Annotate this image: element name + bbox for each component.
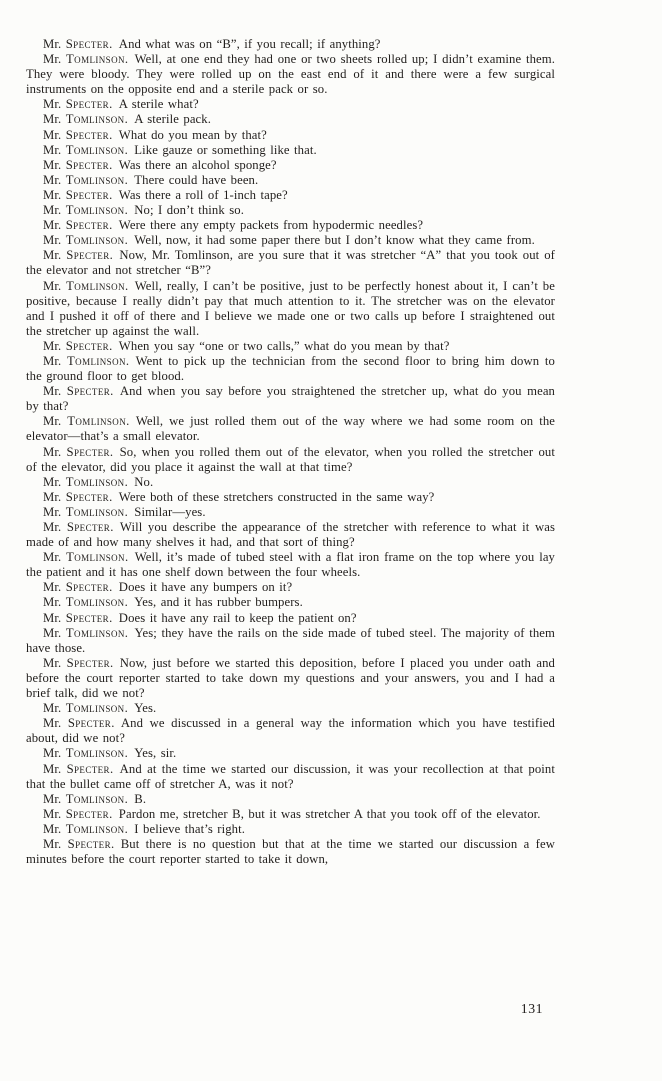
speaker-prefix: Mr. <box>43 338 66 353</box>
speaker-prefix: Mr. <box>43 625 66 640</box>
speaker-name: Mr. Tomlinson. <box>43 504 128 519</box>
speaker-name: Mr. Tomlinson. <box>43 203 128 218</box>
speaker-prefix: Mr. <box>43 761 67 776</box>
utterance-text: No; I don’t think so. <box>127 203 244 218</box>
transcript-paragraph <box>26 233 555 248</box>
speaker-surname: Specter <box>66 384 111 399</box>
speaker-surname: Tomlinson <box>65 474 125 489</box>
speaker-surname: Specter <box>65 187 110 202</box>
speaker-surname: Tomlinson <box>65 701 125 716</box>
speaker-surname: Tomlinson <box>65 791 125 806</box>
transcript-paragraph <box>26 550 555 580</box>
transcript-paragraph <box>26 218 555 233</box>
utterance-text: Yes, sir. <box>127 746 177 761</box>
utterance-text: Yes. <box>127 701 157 716</box>
speaker-name: Mr. Tomlinson. <box>43 112 128 127</box>
speaker-prefix: Mr. <box>43 203 66 218</box>
speaker-name: Mr. Specter. <box>43 37 113 51</box>
speaker-name: Mr. Tomlinson. <box>43 414 130 429</box>
speaker-surname: Tomlinson <box>66 278 125 293</box>
transcript-paragraph <box>26 822 555 837</box>
utterance-text: Well, we just rolled them out of the way where we had some room on the elevator—that’s a small elevator. <box>26 414 555 444</box>
transcript-paragraph <box>26 188 555 203</box>
speaker-surname: Tomlinson <box>65 746 125 761</box>
speaker-surname: Specter <box>66 655 111 670</box>
speaker-prefix: Mr. <box>43 52 67 67</box>
utterance-text: Yes, and it has rubber bumpers. <box>127 595 303 610</box>
speaker-surname: Tomlinson <box>65 142 125 157</box>
transcript-paragraph <box>26 490 555 505</box>
transcript-paragraph <box>26 716 555 746</box>
transcript-paragraph <box>26 384 555 414</box>
speaker-prefix: Mr. <box>43 806 66 821</box>
transcript-paragraph <box>26 112 555 127</box>
speaker-name: Mr. Specter. <box>43 610 113 625</box>
transcript-paragraph <box>26 445 555 475</box>
speaker-name: Mr. Specter. <box>43 655 114 670</box>
transcript-paragraph <box>26 626 555 656</box>
utterance-text: And what was on “B”, if you recall; if anything? <box>112 37 381 51</box>
transcript-paragraph <box>26 505 555 520</box>
utterance-text: Well, now, it had some paper there but I don’t know what they came from. <box>127 233 535 248</box>
speaker-surname: Tomlinson <box>65 172 125 187</box>
speaker-surname: Tomlinson <box>67 414 127 429</box>
transcript-paragraph <box>26 762 555 792</box>
speaker-name: Mr. Specter. <box>43 761 114 776</box>
speaker-name: Mr. Specter. <box>43 218 113 233</box>
speaker-prefix: Mr. <box>43 248 67 263</box>
speaker-prefix: Mr. <box>43 172 66 187</box>
utterance-text: But there is no question but that at the time we started our discussion a few minutes before the court reporter started to take it down, <box>26 836 556 867</box>
utterance-text: Similar—yes. <box>127 504 206 519</box>
transcript-paragraph <box>26 248 555 278</box>
speaker-name: Mr. Tomlinson. <box>43 353 130 368</box>
transcript-paragraph <box>26 475 555 490</box>
speaker-prefix: Mr. <box>43 278 67 293</box>
speaker-surname: Specter <box>66 444 110 459</box>
speaker-surname: Specter <box>65 97 110 112</box>
transcript-paragraph <box>26 143 555 158</box>
speaker-prefix: Mr. <box>43 384 67 399</box>
speaker-surname: Specter <box>66 761 110 776</box>
speaker-surname: Specter <box>65 218 110 233</box>
speaker-prefix: Mr. <box>43 97 66 112</box>
utterance-text: Yes; they have the rails on the side made of tubed steel. The majority of them have those. <box>26 625 555 655</box>
speaker-surname: Specter <box>67 836 111 851</box>
speaker-name: Mr. Specter. <box>43 489 113 504</box>
speaker-prefix: Mr. <box>43 595 66 610</box>
utterance-text: A sterile pack. <box>127 112 212 127</box>
speaker-prefix: Mr. <box>43 701 66 716</box>
speaker-surname: Specter <box>65 127 110 142</box>
utterance-text: There could have been. <box>127 172 259 187</box>
speaker-surname: Specter <box>65 806 110 821</box>
transcript-paragraph <box>26 595 555 610</box>
transcript-paragraph <box>26 611 555 626</box>
speaker-surname: Tomlinson <box>66 52 125 67</box>
speaker-prefix: Mr. <box>43 353 68 368</box>
utterance-text: Pardon me, stretcher B, but it was stretcher A that you took off of the elevator. <box>112 806 541 821</box>
speaker-name: Mr. Specter. <box>43 716 115 731</box>
utterance-text: Well, it’s made of tubed steel with a flat iron frame on the top where you lay the patient and it has one shelf down between the four wheels. <box>26 550 555 580</box>
transcript-paragraph <box>26 97 555 112</box>
utterance-text: Well, really, I can’t be positive, just to be perfectly honest about it, I can’t be positive, because I really didn’t pay that much attention to it. The stretcher was on the elevator and I pushed it off of there and I believe we made one or two calls up before I straightened out the stretcher up against the wall. <box>26 278 555 338</box>
speaker-prefix: Mr. <box>43 444 67 459</box>
transcript-paragraph <box>26 158 555 173</box>
speaker-name: Mr. Tomlinson. <box>43 172 128 187</box>
speaker-name: Mr. Tomlinson. <box>43 52 129 67</box>
speaker-surname: Tomlinson <box>65 595 125 610</box>
page-number: 131 <box>520 1001 543 1016</box>
utterance-text: Was there a roll of 1-inch tape? <box>112 187 288 202</box>
speaker-prefix: Mr. <box>43 233 66 248</box>
utterance-text: Like gauze or something like that. <box>127 142 317 157</box>
transcript-paragraph <box>26 279 555 339</box>
utterance-text: Now, Mr. Tomlinson, are you sure that it was stretcher “A” that you took out of the elevator and not stretcher “B”? <box>26 248 555 278</box>
speaker-name: Mr. Tomlinson. <box>43 595 128 610</box>
speaker-prefix: Mr. <box>43 610 66 625</box>
speaker-prefix: Mr. <box>43 550 67 565</box>
transcript-paragraph <box>26 203 555 218</box>
utterance-text: Went to pick up the technician from the second floor to bring him down to the ground floor to get blood. <box>26 353 555 384</box>
utterance-text: B. <box>127 791 147 806</box>
speaker-name: Mr. Tomlinson. <box>43 791 128 806</box>
transcript-paragraph <box>26 746 555 761</box>
utterance-text: And at the time we started our discussion, it was your recollection at that point that the bullet came off of stretcher A, was it not? <box>26 761 555 791</box>
transcript-paragraph <box>26 128 555 143</box>
utterance-text: Was there an alcohol sponge? <box>112 157 277 172</box>
utterance-text: Were there any empty packets from hypodermic needles? <box>112 218 424 233</box>
speaker-surname: Specter <box>65 37 110 51</box>
speaker-name: Mr. Specter. <box>43 806 113 821</box>
speaker-prefix: Mr. <box>43 127 66 142</box>
speaker-prefix: Mr. <box>43 655 67 670</box>
transcript <box>26 37 555 867</box>
utterance-text: No. <box>127 474 154 489</box>
speaker-surname: Tomlinson <box>65 203 125 218</box>
speaker-name: Mr. Specter. <box>43 338 113 353</box>
speaker-name: Mr. Tomlinson. <box>43 701 128 716</box>
transcript-paragraph <box>26 580 555 595</box>
speaker-name: Mr. Specter. <box>43 384 114 399</box>
speaker-name: Mr. Specter. <box>43 836 115 851</box>
utterance-text: So, when you rolled them out of the elevator, when you rolled the stretcher out of the elevator, did you place it against the wall at that time? <box>26 444 555 474</box>
transcript-paragraph <box>26 701 555 716</box>
utterance-text: Were both of these stretchers constructed in the same way? <box>112 489 435 504</box>
speaker-name: Mr. Tomlinson. <box>43 142 128 157</box>
speaker-name: Mr. Specter. <box>43 157 113 172</box>
utterance-text: A sterile what? <box>112 97 199 112</box>
speaker-name: Mr. Tomlinson. <box>43 746 128 761</box>
speaker-prefix: Mr. <box>43 187 66 202</box>
speaker-surname: Specter <box>66 248 110 263</box>
speaker-name: Mr. Specter. <box>43 520 114 534</box>
speaker-prefix: Mr. <box>43 791 66 806</box>
speaker-name: Mr. Specter. <box>43 444 114 459</box>
transcript-paragraph <box>26 520 555 550</box>
utterance-text: Does it have any rail to keep the patient on? <box>112 610 357 625</box>
speaker-prefix: Mr. <box>43 218 66 233</box>
transcript-paragraph <box>26 807 555 822</box>
transcript-paragraph <box>26 354 555 384</box>
utterance-text: Now, just before we started this deposition, before I placed you under oath and before the court reporter started to take down my questions and your answers, you and I had a brief talk, did we not? <box>26 655 555 701</box>
speaker-prefix: Mr. <box>43 142 66 157</box>
speaker-name: Mr. Tomlinson. <box>43 821 128 836</box>
transcript-paragraph <box>26 52 555 97</box>
speaker-surname: Specter <box>65 580 110 595</box>
transcript-paragraph <box>26 339 555 354</box>
speaker-prefix: Mr. <box>43 489 66 504</box>
speaker-prefix: Mr. <box>43 746 66 761</box>
transcript-paragraph <box>26 173 555 188</box>
speaker-prefix: Mr. <box>43 37 66 51</box>
transcript-paragraph <box>26 837 555 867</box>
speaker-surname: Specter <box>65 338 110 353</box>
transcript-paragraph <box>26 656 555 701</box>
speaker-surname: Specter <box>66 520 111 534</box>
speaker-prefix: Mr. <box>43 157 66 172</box>
utterance-text: And when you say before you straightened the stretcher up, what do you mean by that? <box>26 384 555 414</box>
speaker-surname: Tomlinson <box>65 821 125 836</box>
speaker-surname: Tomlinson <box>67 353 126 368</box>
speaker-name: Mr. Specter. <box>43 127 113 142</box>
utterance-text: Will you describe the appearance of the stretcher with reference to what it was made of and how many shelves it had, and that sort of thing? <box>26 520 555 550</box>
speaker-prefix: Mr. <box>43 836 68 851</box>
speaker-surname: Tomlinson <box>65 233 125 248</box>
speaker-prefix: Mr. <box>43 520 67 534</box>
speaker-name: Mr. Specter. <box>43 97 113 112</box>
utterance-text: When you say “one or two calls,” what do you mean by that? <box>112 338 450 353</box>
speaker-name: Mr. Tomlinson. <box>43 550 129 565</box>
utterance-text: Well, at one end they had one or two sheets rolled up; I didn’t examine them. They were bloody. They were rolled up on the east end of it and there were a few surgical instruments on the opposite end and a sterile pack or so. <box>26 52 555 97</box>
utterance-text: What do you mean by that? <box>112 127 267 142</box>
transcript-paragraph <box>26 37 555 52</box>
speaker-name: Mr. Tomlinson. <box>43 474 128 489</box>
speaker-surname: Tomlinson <box>65 112 125 127</box>
speaker-surname: Tomlinson <box>65 625 125 640</box>
speaker-prefix: Mr. <box>43 504 66 519</box>
speaker-surname: Specter <box>67 716 112 731</box>
speaker-surname: Tomlinson <box>65 504 125 519</box>
utterance-text: Does it have any bumpers on it? <box>112 580 293 595</box>
speaker-prefix: Mr. <box>43 474 66 489</box>
speaker-name: Mr. Tomlinson. <box>43 233 128 248</box>
speaker-surname: Specter <box>65 157 110 172</box>
speaker-prefix: Mr. <box>43 414 68 429</box>
speaker-name: Mr. Specter. <box>43 580 113 595</box>
speaker-name: Mr. Specter. <box>43 248 113 263</box>
speaker-prefix: Mr. <box>43 580 66 595</box>
speaker-prefix: Mr. <box>43 821 66 836</box>
speaker-surname: Tomlinson <box>66 550 125 565</box>
speaker-surname: Specter <box>65 610 110 625</box>
speaker-prefix: Mr. <box>43 112 66 127</box>
speaker-name: Mr. Tomlinson. <box>43 278 129 293</box>
utterance-text: And we discussed in a general way the information which you have testified about, did we not? <box>26 716 555 746</box>
speaker-name: Mr. Tomlinson. <box>43 625 129 640</box>
speaker-prefix: Mr. <box>43 716 68 731</box>
transcript-paragraph <box>26 792 555 807</box>
utterance-text: I believe that’s right. <box>127 821 246 836</box>
speaker-name: Mr. Specter. <box>43 187 113 202</box>
transcript-paragraph <box>26 414 555 444</box>
speaker-surname: Specter <box>65 489 110 504</box>
